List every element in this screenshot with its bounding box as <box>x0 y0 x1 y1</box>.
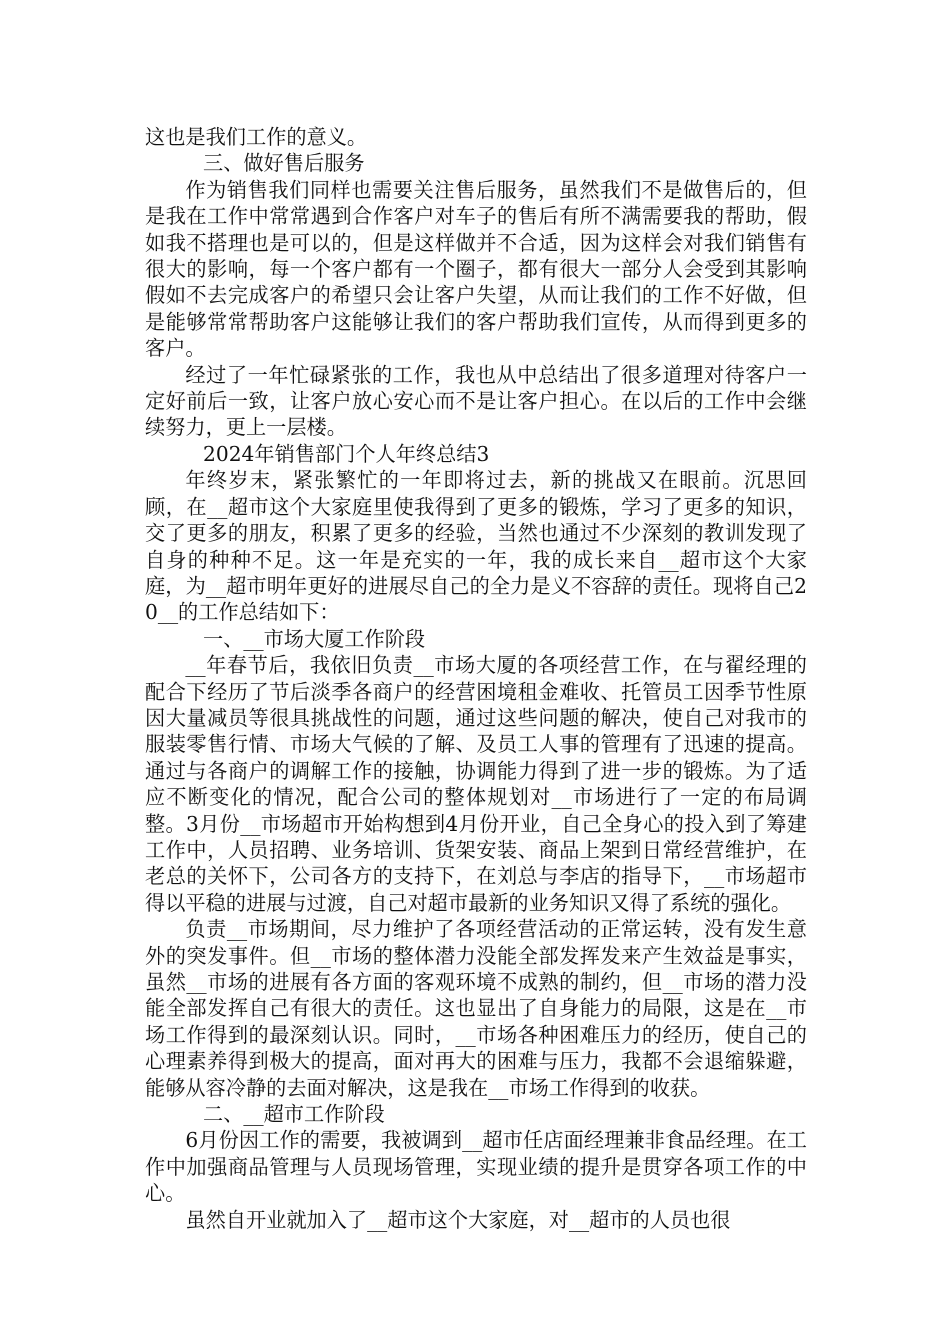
paragraph: 负责__市场期间，尽力维护了各项经营活动的正常运转，没有发生意外的突发事件。但__市场的整体潜力没能全部发挥发来产生效益是事实，虽然__市场的进展有各方面的客观环境不成熟的制约，但__市场的潜力没能全部发挥自己有很大的责任。这也显出了自身能力的局限，这是在__市场工作得到的最深刻认识。同时，__市场各种困难压力的经历，使自己的心理素养得到极大的提高，面对再大的困难与压力，我都不会退缩躲避，能够从容冷静的去面对解决，这是我在__市场工作得到的收获。 <box>145 917 807 1100</box>
paragraph: 6月份因工作的需要，我被调到__超市任店面经理兼非食品经理。在工作中加强商品管理与人员现场管理，实现业绩的提升是贯穿各项工作的中心。 <box>145 1128 807 1206</box>
document-body <box>145 124 807 1233</box>
section-heading: 一、__市场大厦工作阶段 <box>203 626 426 651</box>
paragraph: 这也是我们工作的意义。 <box>145 125 368 149</box>
paragraph: __年春节后，我依旧负责__市场大厦的各项经营工作，在与翟经理的配合下经历了节后淡季各商户的经营困境租金难收、托管员工因季节性原因大量减员等很具挑战性的问题，通过这些问题的解决，使自己对我市的服装零售行情、市场大气候的了解、及员工人事的管理有了迅速的提高。通过与各商户的调解工作的接触，协调能力得到了进一步的锻炼。为了适应不断变化的情况，配合公司的整体规划对__市场进行了一定的布局调整。3月份__市场超市开始构想到4月份开业，自己全身心的投入到了筹建工作中，人员招聘、业务培训、货架安装、商品上架到日常经营维护，在老总的关怀下，公司各方的支持下，在刘总与李店的指导下，__市场超市得以平稳的进展与过渡，自己对超市最新的业务知识又得了系统的强化。 <box>145 653 807 915</box>
section-heading: 2024年销售部门个人年终总结3 <box>203 441 490 466</box>
paragraph: 作为销售我们同样也需要关注售后服务，虽然我们不是做售后的，但是我在工作中常常遇到合作客户对车子的售后有所不满需要我的帮助，假如我不搭理也是可以的，但是这样做并不合适，因为这样会对我们销售有很大的影响，每一个客户都有一个圈子，都有很大一部分人会受到其影响假如不去完成客户的希望只会让客户失望，从而让我们的工作不好做，但是能够常常帮助客户这能够让我们的客户帮助我们宣传，从而得到更多的客户。 <box>145 177 807 361</box>
paragraph: 虽然自开业就加入了__超市这个大家庭，对__超市的人员也很 <box>185 1207 731 1232</box>
section-heading: 三、做好售后服务 <box>203 151 365 176</box>
paragraph: 经过了一年忙碌紧张的工作，我也从中总结出了很多道理对待客户一定好前后一致，让客户放心安心而不是让客户担心。在以后的工作中会继续努力，更上一层楼。 <box>145 362 807 440</box>
section-heading: 二、__超市工作阶段 <box>203 1102 385 1127</box>
paragraph: 年终岁末，紧张繁忙的一年即将过去，新的挑战又在眼前。沉思回顾，在__超市这个大家庭里使我得到了更多的锻炼，学习了更多的知识，交了更多的朋友，积累了更多的经验，当然也通过不少深刻的教训发现了自身的种种不足。这一年是充实的一年，我的成长来自__超市这个大家庭，为__超市明年更好的进展尽自己的全力是义不容辞的责任。现将自己20__的工作总结如下： <box>145 468 807 625</box>
